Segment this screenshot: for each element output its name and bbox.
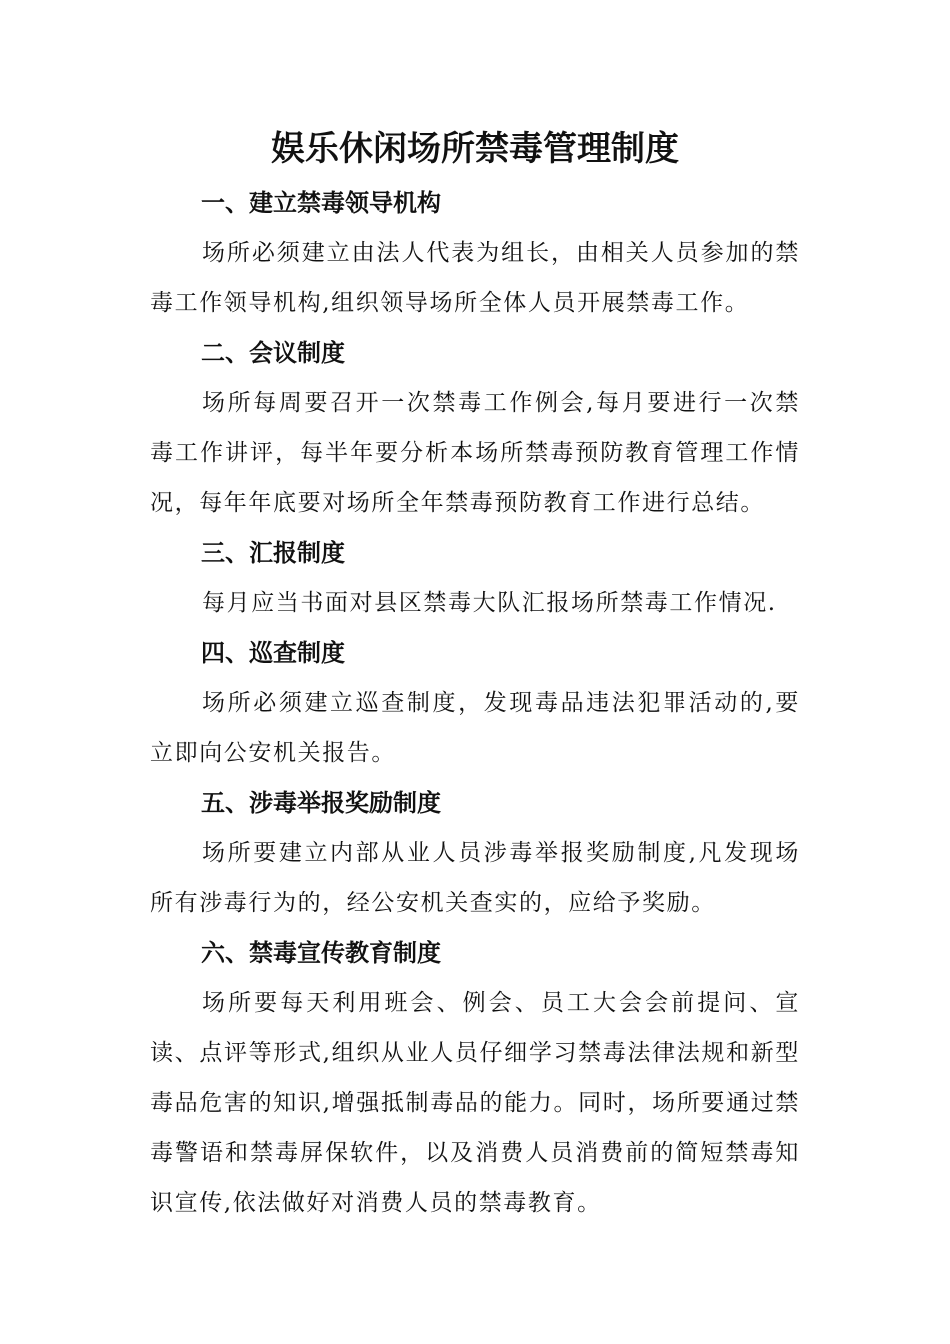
section-meeting [150,328,800,528]
section-patrol [150,628,800,778]
section-paragraph: 场所必须建立巡查制度，发现毒品违法犯罪活动的,要立即向公安机关报告。 [150,690,800,766]
section-education [150,928,800,1228]
section-paragraph: 场所要每天利用班会、例会、员工大会会前提问、宣读、点评等形式,组织从业人员仔细学习禁毒法律法规和新型毒品危害的知识,增强抵制毒品的能力。同时，场所要通过禁毒警语和禁毒屏保软件，以及消费人员消费前的简短禁毒知识宣传,依法做好对消费人员的禁毒教育。 [150,990,800,1216]
document-body [150,178,800,1228]
section-heading: 六、禁毒宣传教育制度 [201,939,441,967]
section-leadership [150,178,800,328]
section-heading: 五、涉毒举报奖励制度 [201,789,441,817]
section-paragraph: 场所要建立内部从业人员涉毒举报奖励制度,凡发现场所有涉毒行为的，经公安机关查实的，应给予奖励。 [150,840,800,916]
section-heading: 三、汇报制度 [201,539,345,567]
section-heading: 一、建立禁毒领导机构 [201,189,441,217]
section-heading: 二、会议制度 [201,339,345,367]
section-paragraph: 场所每周要召开一次禁毒工作例会,每月要进行一次禁毒工作讲评，每半年要分析本场所禁毒预防教育管理工作情况，每年年底要对场所全年禁毒预防教育工作进行总结。 [150,390,800,516]
section-paragraph: 每月应当书面对县区禁毒大队汇报场所禁毒工作情况. [202,590,777,616]
section-reward [150,778,800,928]
section-paragraph: 场所必须建立由法人代表为组长，由相关人员参加的禁毒工作领导机构,组织领导场所全体人员开展禁毒工作。 [150,240,800,316]
section-reporting [150,528,800,628]
section-heading: 四、巡查制度 [201,639,345,667]
document-title: 娱乐休闲场所禁毒管理制度 [271,129,679,169]
